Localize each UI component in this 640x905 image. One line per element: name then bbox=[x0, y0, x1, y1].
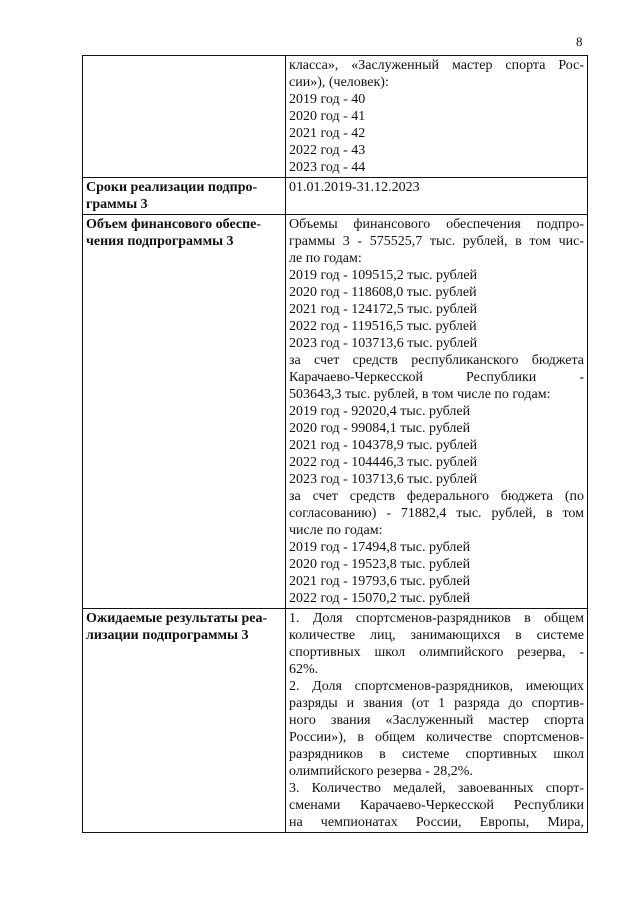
value-line: количестве лиц, занимающихся в системе bbox=[289, 628, 584, 643]
value-line: граммы 3 - 575525,7 тыс. рублей, в том чис- bbox=[289, 234, 584, 249]
value-line: 2022 год - 15070,2 тыс. рублей bbox=[289, 591, 471, 606]
value-line: за счет средств федерального бюджета (по bbox=[289, 489, 584, 504]
value-line: 2022 год - 104446,3 тыс. рублей bbox=[289, 455, 478, 470]
value-line: за счет средств республиканского бюджета bbox=[289, 353, 584, 368]
value-line: России»), в общем количестве спортсменов- bbox=[289, 730, 584, 745]
value-line: 2020 год - 99084,1 тыс. рублей bbox=[289, 421, 471, 436]
value-line: 01.01.2019-31.12.2023 bbox=[289, 180, 420, 195]
subprogram-passport-table bbox=[82, 55, 588, 833]
value-line: на чемпионатах России, Европы, Мира, bbox=[289, 815, 584, 830]
value-line: 2021 год - 124172,5 тыс. рублей bbox=[289, 302, 478, 317]
row-value-cell bbox=[286, 178, 588, 215]
value-line: 62%. bbox=[289, 662, 319, 677]
label-line: граммы 3 bbox=[86, 197, 148, 212]
row-value-cell bbox=[286, 215, 588, 609]
row-label-cell bbox=[83, 178, 286, 215]
row-label-cell bbox=[83, 56, 286, 178]
value-line: 2021 год - 42 bbox=[289, 126, 366, 141]
value-line: согласованию) - 71882,4 тыс. рублей, в том bbox=[289, 506, 584, 521]
value-line: 2019 год - 17494,8 тыс. рублей bbox=[289, 540, 471, 555]
value-line: разряды и звания (от 1 разряда до спортив- bbox=[289, 696, 584, 711]
table-row bbox=[83, 178, 588, 215]
table-row bbox=[83, 56, 588, 178]
value-line: 1. Доля спортсменов-разрядников в общем bbox=[289, 611, 584, 626]
page-number: 8 bbox=[576, 34, 583, 49]
row-label-cell bbox=[83, 215, 286, 609]
table-row bbox=[83, 609, 588, 833]
value-line: 2021 год - 104378,9 тыс. рублей bbox=[289, 438, 478, 453]
value-line: 2023 год - 103713,6 тыс. рублей bbox=[289, 336, 478, 351]
row-label-cell bbox=[83, 609, 286, 833]
value-line: 503643,3 тыс. рублей, в том числе по годам: bbox=[289, 387, 551, 402]
value-line: разрядников в системе спортивных школ bbox=[289, 747, 584, 762]
label-line: Объем финансового обеспе- bbox=[86, 217, 262, 232]
value-line: 2023 год - 44 bbox=[289, 160, 366, 175]
value-line: 2019 год - 109515,2 тыс. рублей bbox=[289, 268, 478, 283]
value-line: 3. Количество медалей, завоеванных спорт- bbox=[289, 781, 584, 796]
value-line: олимпийского резерва - 28,2%. bbox=[289, 764, 473, 779]
value-line: числе по годам: bbox=[289, 523, 383, 538]
label-line: Сроки реализации подпро- bbox=[86, 180, 258, 195]
value-line: 2. Доля спортсменов-разрядников, имеющих bbox=[289, 679, 584, 694]
value-line: спортивных школ олимпийского резерва, - bbox=[289, 645, 584, 660]
value-line: 2021 год - 19793,6 тыс. рублей bbox=[289, 574, 471, 589]
value-line: 2019 год - 92020,4 тыс. рублей bbox=[289, 404, 471, 419]
value-line: сменами Карачаево-Черкесской Республики bbox=[289, 798, 584, 813]
value-line: 2019 год - 40 bbox=[289, 92, 366, 107]
value-line: Карачаево-Черкесской Республики - bbox=[289, 370, 584, 385]
value-line: 2020 год - 19523,8 тыс. рублей bbox=[289, 557, 471, 572]
table-row bbox=[83, 215, 588, 609]
value-line: 2022 год - 43 bbox=[289, 143, 366, 158]
value-line: 2023 год - 103713,6 тыс. рублей bbox=[289, 472, 478, 487]
value-line: 2020 год - 118608,0 тыс. рублей bbox=[289, 285, 477, 300]
label-line: Ожидаемые результаты реа- bbox=[86, 611, 268, 626]
row-value-cell bbox=[286, 609, 588, 833]
value-line: ного звания «Заслуженный мастер спорта bbox=[289, 713, 584, 728]
value-line: класса», «Заслуженный мастер спорта Рос- bbox=[289, 58, 584, 73]
row-value-cell bbox=[286, 56, 588, 178]
label-line: чения подпрограммы 3 bbox=[86, 234, 234, 249]
value-line: 2022 год - 119516,5 тыс. рублей bbox=[289, 319, 477, 334]
value-line: ле по годам: bbox=[289, 251, 362, 266]
value-line: сии»), (человек): bbox=[289, 75, 389, 90]
label-line: лизации подпрограммы 3 bbox=[86, 628, 249, 643]
value-line: Объемы финансового обеспечения подпро- bbox=[289, 217, 584, 232]
value-line: 2020 год - 41 bbox=[289, 109, 366, 124]
